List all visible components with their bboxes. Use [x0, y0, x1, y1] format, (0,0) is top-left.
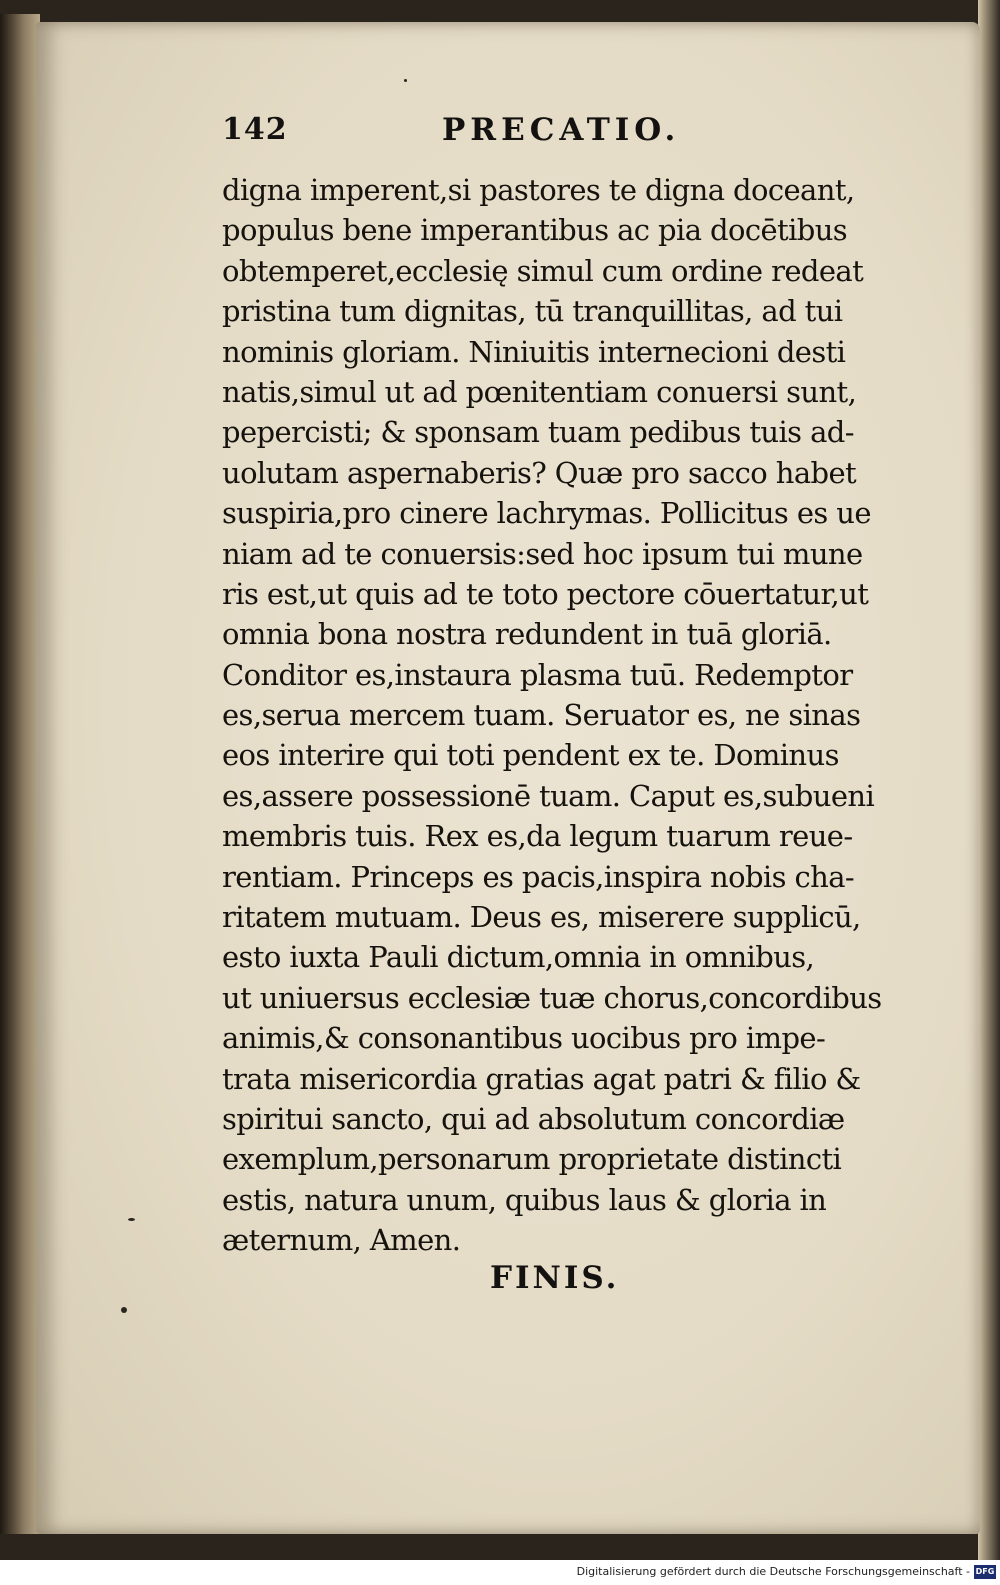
text-line: esto iuxta Pauli dictum,omnia in omnibus, — [222, 940, 815, 975]
page-number: 142 — [222, 112, 288, 147]
text-line: exemplum,personarum proprietate distincti — [222, 1142, 842, 1177]
text-line: estis, natura unum, quibus laus & gloria in — [222, 1182, 827, 1217]
text-line: es,serua mercem tuam. Seruator es, ne sinas — [222, 698, 861, 733]
body-text — [222, 170, 902, 1261]
text-line: Conditor es,instaura plasma tuū. Redemptor — [222, 657, 853, 692]
text-line: ut uniuersus ecclesiæ tuæ chorus,concordibus — [222, 980, 882, 1015]
text-line: ris est,ut quis ad te toto pectore cōuertatur,ut — [222, 576, 869, 611]
text-line: ritatem mutuam. Deus es, miserere supplicū, — [222, 900, 861, 935]
dfg-logo-icon: DFG — [974, 1565, 996, 1579]
text-line: rentiam. Princeps es pacis,inspira nobis cha- — [222, 859, 855, 894]
text-line: obtemperet,ecclesię simul cum ordine redeat — [222, 253, 864, 288]
text-line: digna imperent,si pastores te digna doceant, — [222, 173, 855, 207]
text-line: suspiria,pro cinere lachrymas. Pollicitus es ue — [222, 496, 871, 531]
text-line: omnia bona nostra redundent in tuā gloriā. — [222, 617, 832, 652]
text-line: trata misericordia gratias agat patri & filio & — [222, 1061, 861, 1096]
text-line: es,assere possessionē tuam. Caput es,subueni — [222, 778, 875, 813]
page-edge-right — [978, 0, 1000, 1560]
footer-bar — [0, 1560, 1000, 1585]
finis-closing: FINIS. — [490, 1260, 620, 1296]
ink-speck — [404, 79, 407, 82]
text-line: eos interire qui toti pendent ex te. Dominus — [222, 738, 839, 773]
text-line: populus bene imperantibus ac pia docētibus — [222, 213, 848, 248]
text-line: æternum, Amen. — [222, 1223, 461, 1258]
text-line: niam ad te conuersis:sed hoc ipsum tui mune — [222, 536, 863, 571]
ink-speck — [121, 1307, 127, 1313]
ink-speck — [128, 1218, 135, 1221]
text-line: membris tuis. Rex es,da legum tuarum reue- — [222, 819, 853, 854]
text-line: uolutam aspernaberis? Quæ pro sacco habet — [222, 455, 857, 490]
text-line: pepercisti; & sponsam tuam pedibus tuis ad- — [222, 415, 854, 450]
text-line: natis,simul ut ad pœnitentiam conuersi sunt, — [222, 374, 857, 409]
book-spine-edge — [0, 14, 40, 1534]
running-header — [222, 112, 692, 168]
text-line: pristina tum dignitas, tū tranquillitas, ad tui — [222, 294, 843, 329]
text-line: nominis gloriam. Niniuitis internecioni desti — [222, 334, 846, 369]
digitization-credit: Digitalisierung gefördert durch die Deutsche Forschungsgemeinschaft - — [576, 1565, 970, 1578]
text-line: spiritui sancto, qui ad absolutum concordiæ — [222, 1101, 845, 1136]
running-title: PRECATIO. — [442, 112, 681, 148]
text-line: animis,& consonantibus uocibus pro impe- — [222, 1021, 826, 1056]
